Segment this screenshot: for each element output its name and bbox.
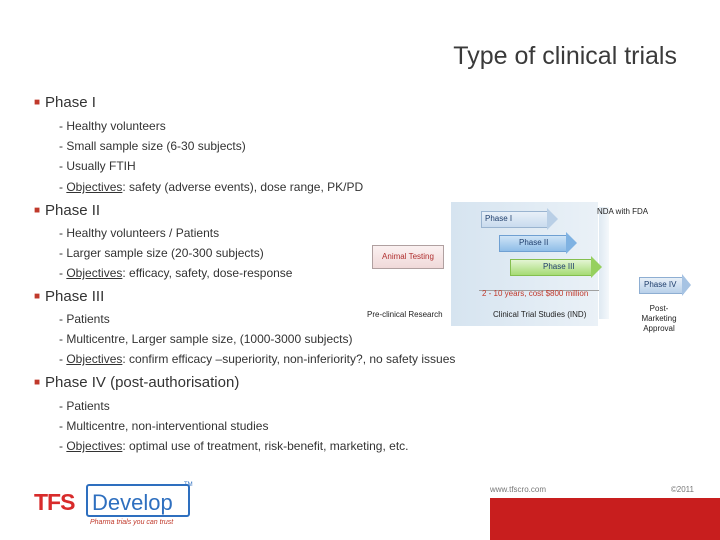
footer-info	[490, 485, 700, 497]
bullet-icon: ■	[34, 291, 41, 302]
bullet-item: - Healthy volunteers / Patients	[59, 226, 220, 240]
objective-item: - Objectives: optimal use of treatment, risk-benefit, marketing, etc.	[59, 439, 409, 453]
objective-item: - Objectives: safety (adverse events), dose range, PK/PD	[59, 180, 364, 194]
bullet-item: - Small sample size (6-30 subjects)	[59, 139, 246, 153]
bullet-item: - Healthy volunteers	[59, 119, 166, 133]
phase-3-label: Phase III	[543, 262, 575, 271]
footer-url: www.tfscro.com	[490, 485, 547, 494]
animal-testing-box: Animal Testing	[372, 245, 444, 269]
section-heading-phase-1: ■ Phase I	[34, 94, 96, 111]
nda-label: NDA with FDA	[597, 207, 649, 216]
phase-3-arrow	[510, 259, 602, 276]
timeline-label: 2 - 10 years, cost $800 million	[482, 289, 589, 298]
section-heading-phase-4: ■ Phase IV (post-authorisation)	[34, 374, 240, 391]
bullet-item: - Larger sample size (20-300 subjects)	[59, 246, 264, 260]
logo-tm: TM	[184, 482, 193, 488]
footer-red-band	[490, 498, 720, 540]
slide-title: Type of clinical trials	[453, 42, 677, 70]
phase-4-arrow	[639, 277, 691, 294]
phase-1-label: Phase I	[485, 214, 513, 223]
clinical-label: Clinical Trial Studies (IND)	[493, 310, 587, 319]
post-marketing-label: Post-Marketing Approval	[641, 304, 677, 333]
bullet-item: - Patients	[59, 312, 110, 326]
bullet-item: - Multicentre, Larger sample size, (1000-3000 subjects)	[59, 332, 353, 346]
logo-develop-text: Develop	[86, 484, 190, 517]
objective-item: - Objectives: confirm efficacy –superiority, non-inferiority?, no safety issues	[59, 352, 456, 366]
logo-tfs-text: TFS	[34, 489, 75, 515]
tfs-develop-logo	[34, 484, 192, 526]
section-heading-phase-2: ■ Phase II	[34, 202, 101, 219]
phase-2-label: Phase II	[519, 238, 549, 247]
bullet-icon: ■	[34, 97, 41, 108]
phase-2-arrow	[499, 235, 577, 252]
bullet-item: - Usually FTIH	[59, 159, 136, 173]
logo-tagline: Pharma trials you can trust	[90, 519, 174, 526]
bullet-icon: ■	[34, 377, 41, 388]
bullet-icon: ■	[34, 205, 41, 216]
bullet-item: - Patients	[59, 399, 110, 413]
phase-4-label: Phase IV	[644, 280, 677, 289]
section-heading-phase-3: ■ Phase III	[34, 288, 105, 305]
objective-item: - Objectives: efficacy, safety, dose-response	[59, 266, 293, 280]
drug-development-diagram	[365, 202, 695, 334]
bullet-item: - Multicentre, non-interventional studies	[59, 419, 269, 433]
footer-copyright: ©2011	[670, 485, 694, 494]
phase-1-arrow	[481, 211, 558, 228]
preclinical-label: Pre-clinical Research	[367, 310, 443, 319]
